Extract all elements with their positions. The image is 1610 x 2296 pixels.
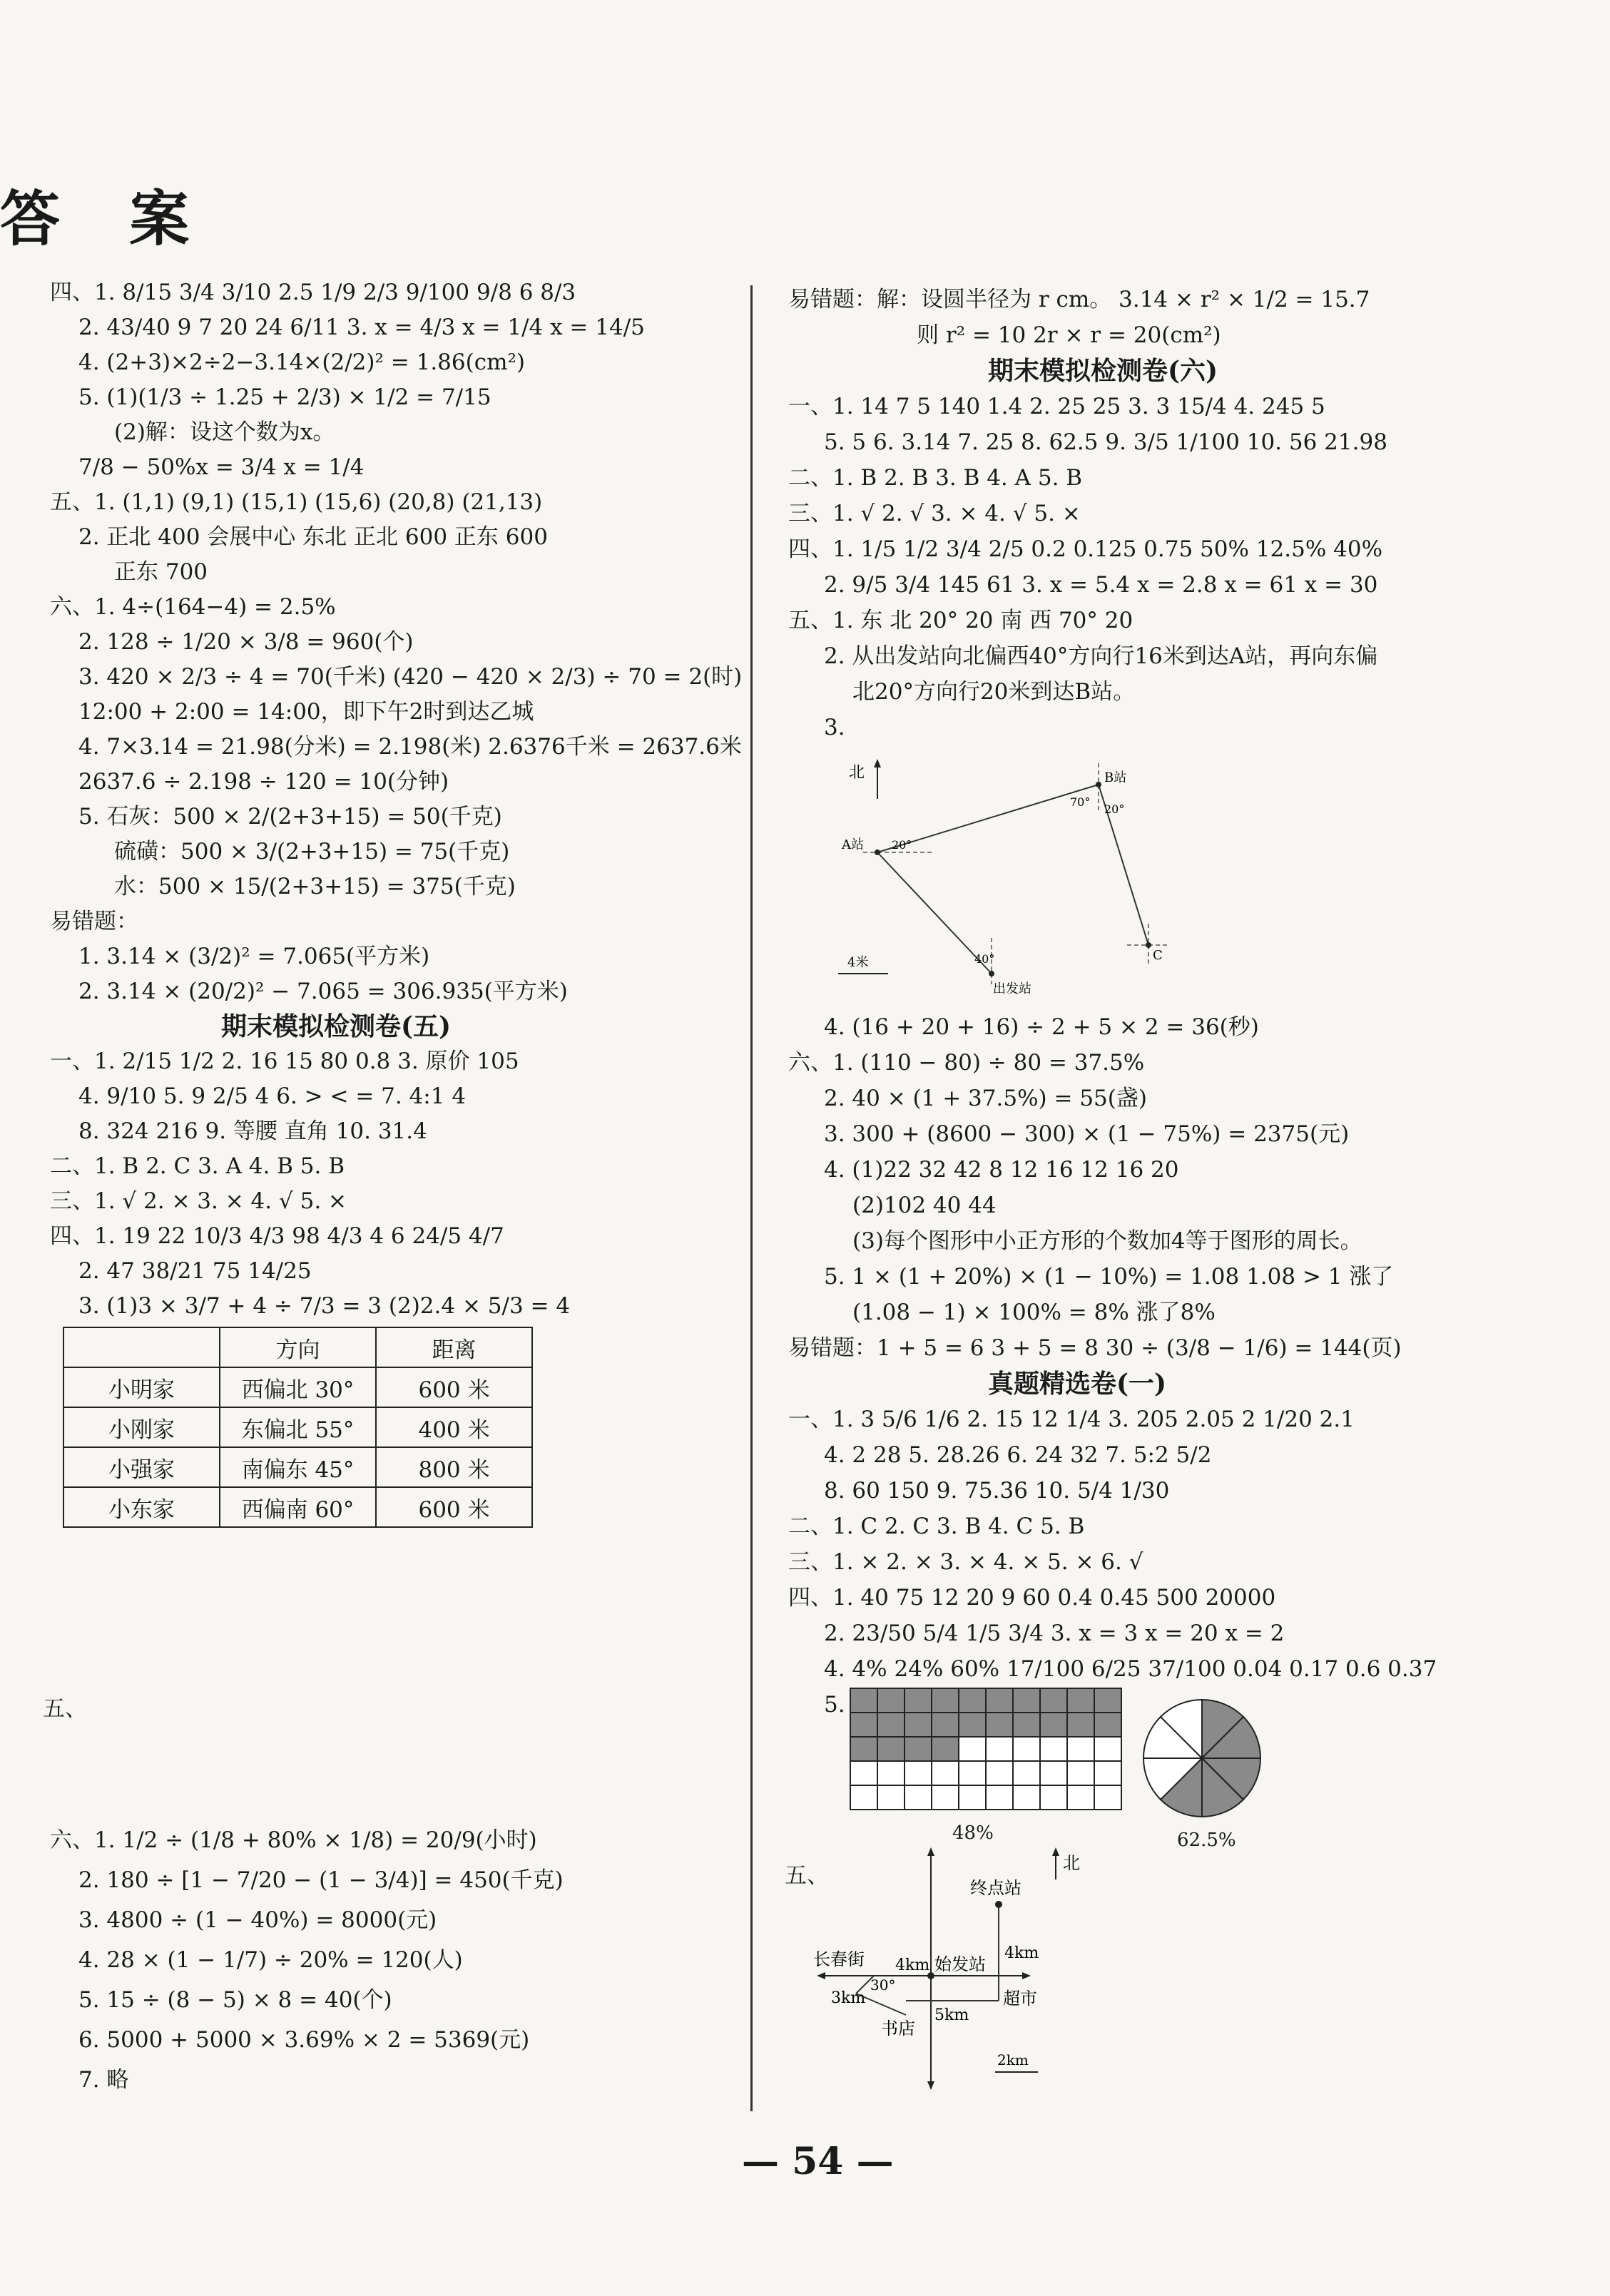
- answer-line: 二、1. B 2. C 3. A 4. B 5. B: [50, 1153, 345, 1179]
- axis-arrow-up: [927, 1847, 934, 1856]
- grid-cell-shaded: [986, 1713, 1013, 1737]
- answer-line: 2. 9/5 3/4 145 61 3. x = 5.4 x = 2.8 x = 61 x = 30: [824, 572, 1378, 598]
- answer-line: 三、1. √ 2. × 3. × 4. √ 5. ×: [50, 1188, 347, 1214]
- axis-arrow-right: [1022, 1972, 1031, 1979]
- grid-cell: [986, 1785, 1013, 1810]
- grid-cell: [850, 1785, 877, 1810]
- point-c: [1146, 942, 1151, 948]
- answer-line: 水：500 × 15/(2+3+15) = 375(千克): [114, 874, 516, 899]
- table-row: [63, 1367, 532, 1407]
- answer-line: 4. (2+3)×2÷2−3.14×(2/2)² = 1.86(cm²): [78, 349, 525, 375]
- answer-line: 四、1. 1/5 1/2 3/4 2/5 0.2 0.125 0.75 50% 12.5% 40%: [788, 536, 1383, 562]
- terminal-point: [995, 1901, 1002, 1908]
- answer-line: (2)解：设这个数为x。: [114, 419, 335, 445]
- answer-line: 12:00 + 2:00 = 14:00，即下午2时到达乙城: [78, 699, 534, 725]
- grid-figure: [849, 1687, 1134, 1815]
- scale-label: 2km: [997, 2051, 1029, 2068]
- answer-line: 4. (1)22 32 42 8 12 16 12 16 20: [824, 1157, 1179, 1183]
- changchun-label: 长春街: [813, 1949, 865, 1969]
- grid-cell-shaded: [905, 1737, 932, 1761]
- grid-cell-shaded: [850, 1713, 877, 1737]
- section-heading: 真题精选卷(一): [988, 1369, 1167, 1399]
- north-arrow-head: [874, 759, 881, 767]
- answer-line: 易错题：: [50, 909, 138, 934]
- map2-section-label: 五、: [785, 1863, 829, 1889]
- answer-line: (1.08 − 1) × 100% = 8% 涨了8%: [852, 1300, 1216, 1325]
- grid-cell-shaded: [959, 1713, 986, 1737]
- supermarket-label: 超市: [1003, 1989, 1037, 2009]
- label-start: 出发站: [993, 981, 1031, 996]
- grid-cell-shaded: [877, 1737, 905, 1761]
- table-cell: 小东家: [63, 1487, 220, 1527]
- answer-line: 三、1. × 2. × 3. × 4. × 5. × 6. √: [788, 1549, 1143, 1575]
- route-map-2: [813, 1847, 1113, 2104]
- answer-line: 二、1. C 2. C 3. B 4. C 5. B: [788, 1514, 1085, 1539]
- pie-caption: 62.5%: [1177, 1830, 1236, 1851]
- answer-line: 六、1. (110 − 80) ÷ 80 = 37.5%: [788, 1050, 1145, 1076]
- grid-cell: [1013, 1761, 1040, 1785]
- answer-line: 4. 28 × (1 − 1/7) ÷ 20% = 120(人): [78, 1947, 463, 1973]
- grid-cell-shaded: [1040, 1688, 1067, 1713]
- answer-line: 正东 700: [114, 559, 208, 585]
- answer-line: 二、1. B 2. B 3. B 4. A 5. B: [788, 465, 1083, 491]
- grid-cell: [986, 1761, 1013, 1785]
- distance-5km: 5km: [934, 2006, 969, 2024]
- grid-cell: [877, 1761, 905, 1785]
- grid-cell: [850, 1761, 877, 1785]
- grid-cell-shaded: [1094, 1713, 1121, 1737]
- answer-line: 3. 420 × 2/3 ÷ 4 = 70(千米) (420 − 420 × 2/3) ÷ 70 = 2(时): [78, 664, 743, 690]
- answer-line: 1. 3.14 × (3/2)² = 7.065(平方米): [78, 944, 430, 969]
- answer-line: 5. 石灰：500 × 2/(2+3+15) = 50(千克): [78, 804, 502, 830]
- table-cell: 小刚家: [63, 1407, 220, 1447]
- grid-cell-shaded: [1067, 1688, 1094, 1713]
- table-cell: 小明家: [63, 1367, 220, 1407]
- start-label: 始发站: [934, 1954, 986, 1974]
- answer-line: 六、1. 1/2 ÷ (1/8 + 80% × 1/8) = 20/9(小时): [50, 1827, 537, 1853]
- table-cell: 西偏南 60°: [220, 1487, 376, 1527]
- answer-line: 2. 3.14 × (20/2)² − 7.065 = 306.935(平方米): [78, 979, 568, 1004]
- grid-cell: [959, 1737, 986, 1761]
- table-cell: 600 米: [376, 1487, 532, 1527]
- answer-line: 四、1. 19 22 10/3 4/3 98 4/3 4 6 24/5 4/7: [50, 1223, 504, 1249]
- distance-4km-b: 4km: [1004, 1944, 1039, 1962]
- angle-b-70: 70°: [1070, 795, 1091, 809]
- section-heading: 期末模拟检测卷(六): [988, 356, 1218, 386]
- answer-line: 5.: [824, 1692, 845, 1718]
- answer-line: 四、1. 40 75 12 20 9 60 0.4 0.45 500 20000: [788, 1585, 1276, 1611]
- answer-line: 3. 4800 ÷ (1 − 40%) = 8000(元): [78, 1907, 437, 1933]
- label-c: C: [1153, 948, 1163, 963]
- terminal-label: 终点站: [970, 1878, 1021, 1898]
- grid-cell-shaded: [1013, 1688, 1040, 1713]
- table-cell: 西偏北 30°: [220, 1367, 376, 1407]
- answer-line: 硫磺：500 × 3/(2+3+15) = 75(千克): [114, 839, 510, 864]
- table-header-cell: [63, 1327, 220, 1367]
- table-header-cell: 距离: [376, 1327, 532, 1367]
- table-header-row: [63, 1327, 532, 1367]
- angle-start: 40°: [974, 952, 995, 966]
- answer-line: 北20°方向行20米到达B站。: [852, 679, 1136, 705]
- grid-cell-shaded: [905, 1713, 932, 1737]
- answer-line: 易错题：1 + 5 = 6 3 + 5 = 8 30 ÷ (3/8 − 1/6) = 144(页): [788, 1335, 1402, 1361]
- distance-3km: 3km: [831, 1989, 866, 2007]
- answer-line: 7. 略: [78, 2067, 129, 2093]
- table-header-cell: 方向: [220, 1327, 376, 1367]
- answer-line: 4. (16 + 20 + 16) ÷ 2 + 5 × 2 = 36(秒): [824, 1014, 1259, 1040]
- answer-line: 4. 9/10 5. 9 2/5 4 6. > < = 7. 4:1 4: [78, 1083, 467, 1109]
- answer-line: 六、1. 4÷(164−4) = 2.5%: [50, 594, 336, 620]
- axis-arrow-down: [927, 2081, 934, 2090]
- grid-cell-shaded: [959, 1688, 986, 1713]
- answer-line: 4. 4% 24% 60% 17/100 6/25 37/100 0.04 0.17 0.6 0.37: [824, 1656, 1437, 1682]
- answer-line: 四、1. 8/15 3/4 3/10 2.5 1/9 2/3 9/100 9/8 6 8/3: [50, 280, 576, 305]
- table-cell: 东偏北 55°: [220, 1407, 376, 1447]
- answer-line: 五、1. (1,1) (9,1) (15,1) (15,6) (20,8) (21,13): [50, 489, 543, 515]
- distance-4km-a: 4km: [895, 1956, 930, 1974]
- answer-line: 2. 从出发站向北偏西40°方向行16米到达A站，再向东偏: [824, 643, 1378, 669]
- answer-line: 5. 1 × (1 + 20%) × (1 − 10%) = 1.08 1.08 > 1 涨了: [824, 1264, 1394, 1290]
- answer-line: 3.: [824, 715, 845, 740]
- grid-cell: [1040, 1761, 1067, 1785]
- grid-cell-shaded: [850, 1688, 877, 1713]
- grid-cell: [1094, 1737, 1121, 1761]
- axis-arrow-left: [817, 1972, 825, 1979]
- point-a: [875, 849, 880, 855]
- answer-line: 7/8 − 50%x = 3/4 x = 1/4: [78, 454, 365, 480]
- answer-line: 8. 60 150 9. 75.36 10. 5/4 1/30: [824, 1478, 1170, 1504]
- grid-cell: [1094, 1761, 1121, 1785]
- north-arrow-head: [1052, 1847, 1059, 1856]
- answer-line: 2637.6 ÷ 2.198 ÷ 120 = 10(分钟): [78, 769, 449, 795]
- answer-line: 2. 43/40 9 7 20 24 6/11 3. x = 4/3 x = 1/4 x = 14/5: [78, 315, 645, 340]
- point-start: [989, 971, 994, 976]
- page-title: 答 案: [0, 183, 214, 254]
- pie-figure: [1138, 1694, 1266, 1822]
- grid-cell: [1013, 1737, 1040, 1761]
- grid-cell-shaded: [1067, 1713, 1094, 1737]
- route-map-1: [835, 756, 1177, 999]
- answer-line: 三、1. √ 2. √ 3. × 4. √ 5. ×: [788, 501, 1081, 526]
- answer-line: 4. 7×3.14 = 21.98(分米) = 2.198(米) 2.6376千米 = 2637.6米: [78, 734, 742, 760]
- grid-cell: [1013, 1785, 1040, 1810]
- answer-line: 2. 40 × (1 + 37.5%) = 55(盏): [824, 1086, 1147, 1111]
- column-divider: [750, 285, 753, 2111]
- grid-cell: [1067, 1761, 1094, 1785]
- answer-line: 4. 2 28 5. 28.26 6. 24 32 7. 5:2 5/2: [824, 1442, 1212, 1468]
- grid-cell: [905, 1785, 932, 1810]
- grid-cell: [1040, 1737, 1067, 1761]
- grid-cell: [1067, 1737, 1094, 1761]
- grid-cell-shaded: [1013, 1713, 1040, 1737]
- direction-table: [63, 1327, 533, 1528]
- answer-line: 6. 5000 + 5000 × 3.69% × 2 = 5369(元): [78, 2027, 530, 2053]
- table-cell: 小强家: [63, 1447, 220, 1487]
- map1-north-label: 北: [849, 764, 865, 782]
- point-b: [1096, 782, 1101, 787]
- answer-line: 2. 47 38/21 75 14/25: [78, 1258, 312, 1284]
- table-section-label: 五、: [43, 1696, 87, 1722]
- grid-cell-shaded: [905, 1688, 932, 1713]
- grid-cell: [905, 1761, 932, 1785]
- section-heading: 期末模拟检测卷(五): [221, 1011, 452, 1041]
- answer-line: 一、1. 14 7 5 140 1.4 2. 25 25 3. 3 15/4 4. 245 5: [788, 394, 1325, 419]
- table-cell: 600 米: [376, 1367, 532, 1407]
- grid-cell: [959, 1785, 986, 1810]
- grid-cell-shaded: [932, 1713, 959, 1737]
- table-cell: 南偏东 45°: [220, 1447, 376, 1487]
- answer-line: 易错题：解：设圆半径为 r cm。 3.14 × r² × 1/2 = 15.7: [788, 287, 1370, 312]
- table-row: [63, 1407, 532, 1447]
- label-b: B站: [1104, 770, 1127, 785]
- answer-line: 一、1. 3 5/6 1/6 2. 15 12 1/4 3. 205 2.05 2 1/20 2.1: [788, 1407, 1355, 1432]
- grid-cell-shaded: [1040, 1713, 1067, 1737]
- table-row: [63, 1447, 532, 1487]
- grid-cell: [1067, 1785, 1094, 1810]
- answer-line: (3)每个图形中小正方形的个数加4等于图形的周长。: [852, 1228, 1362, 1254]
- table-row: [63, 1487, 532, 1527]
- answer-line: 3. 300 + (8600 − 300) × (1 − 75%) = 2375(元): [824, 1121, 1350, 1147]
- answer-line: 一、1. 2/15 1/2 2. 16 15 80 0.8 3. 原价 105: [50, 1048, 519, 1074]
- answer-line: 2. 23/50 5/4 1/5 3/4 3. x = 3 x = 20 x = 2: [824, 1621, 1285, 1646]
- answer-line: 5. (1)(1/3 ÷ 1.25 + 2/3) × 1/2 = 7/15: [78, 384, 491, 410]
- answer-line: 2. 180 ÷ [1 − 7/20 − (1 − 3/4)] = 450(千克): [78, 1867, 564, 1893]
- angle-a: 20°: [892, 838, 912, 852]
- answer-line: 5. 5 6. 3.14 7. 25 8. 62.5 9. 3/5 1/100 10. 56 21.98: [824, 429, 1387, 455]
- grid-cell: [877, 1785, 905, 1810]
- grid-cell-shaded: [877, 1688, 905, 1713]
- answer-line: 则 r² = 10 2r × r = 20(cm²): [917, 322, 1221, 348]
- grid-cell: [932, 1785, 959, 1810]
- grid-cell-shaded: [932, 1688, 959, 1713]
- bookstore-label: 书店: [881, 2019, 915, 2039]
- grid-cell: [1094, 1785, 1121, 1810]
- angle-b-20: 20°: [1104, 802, 1125, 816]
- grid-cell-shaded: [986, 1688, 1013, 1713]
- grid-cell-shaded: [850, 1737, 877, 1761]
- answer-line: 2. 128 ÷ 1/20 × 3/8 = 960(个): [78, 629, 414, 655]
- answer-line: 5. 15 ÷ (8 − 5) × 8 = 40(个): [78, 1987, 392, 2013]
- grid-cell: [1040, 1785, 1067, 1810]
- page-number: — 54 —: [742, 2140, 894, 2183]
- angle-30: 30°: [870, 1976, 896, 1994]
- grid-cell: [932, 1761, 959, 1785]
- label-a: A站: [842, 837, 864, 852]
- grid-cell: [986, 1737, 1013, 1761]
- grid-cell: [959, 1761, 986, 1785]
- grid-cell-shaded: [877, 1713, 905, 1737]
- grid-cell-shaded: [932, 1737, 959, 1761]
- grid-caption: 48%: [952, 1822, 994, 1844]
- table-cell: 800 米: [376, 1447, 532, 1487]
- answer-line: 3. (1)3 × 3/7 + 4 ÷ 7/3 = 3 (2)2.4 × 5/3 = 4: [78, 1293, 571, 1319]
- answer-line: 8. 324 216 9. 等腰 直角 10. 31.4: [78, 1118, 427, 1144]
- answer-line: 2. 正北 400 会展中心 东北 正北 600 正东 600: [78, 524, 548, 550]
- answer-line: 五、1. 东 北 20° 20 南 西 70° 20: [788, 608, 1133, 633]
- scale-label: 4米: [847, 955, 869, 970]
- map2-north-label: 北: [1063, 1853, 1080, 1873]
- table-cell: 400 米: [376, 1407, 532, 1447]
- grid-cell-shaded: [1094, 1688, 1121, 1713]
- answer-line: (2)102 40 44: [852, 1193, 997, 1218]
